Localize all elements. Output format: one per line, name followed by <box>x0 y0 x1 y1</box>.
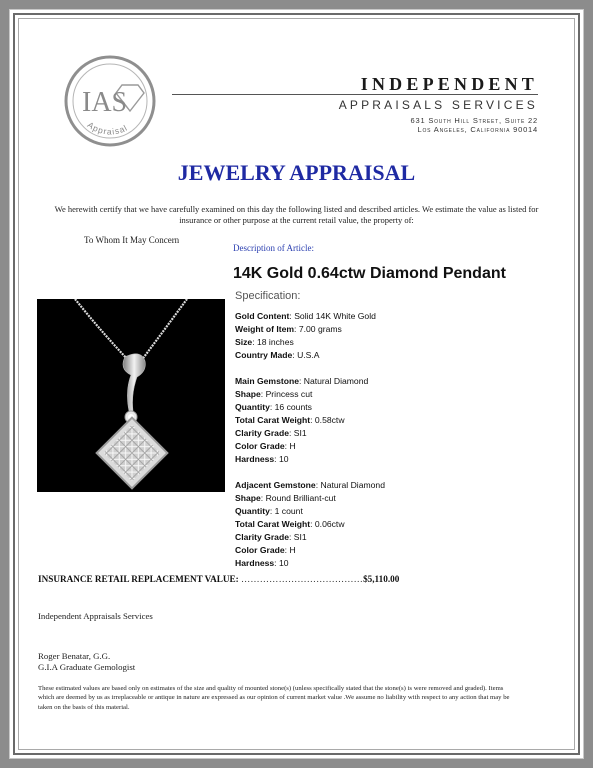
spec-value: Round Brilliant-cut <box>265 493 336 503</box>
spec-value: Natural Diamond <box>320 480 385 490</box>
spec-key: Hardness <box>235 454 275 464</box>
spec-key: Main Gemstone <box>235 376 299 386</box>
spec-row <box>235 453 555 466</box>
spec-key: Size <box>235 337 253 347</box>
document-title: JEWELRY APPRAISAL <box>177 160 416 185</box>
spec-row <box>235 544 555 557</box>
spec-separator: : <box>289 311 295 321</box>
spec-separator: : <box>269 506 275 516</box>
logo-ring-text: Appraisal <box>85 119 130 137</box>
spec-value: 0.06ctw <box>314 519 345 529</box>
main-gemstone-spec-group <box>235 375 555 466</box>
spec-value: 0.58ctw <box>314 415 345 425</box>
spec-key: Total Carat Weight <box>235 519 311 529</box>
certification-text: We herewith certify that we have carefully examined on this day the following listed and described articles. We estimate the value as listed for insurance or other purpose at the current retail value, the property of: <box>54 204 539 225</box>
appraiser-name: Roger Benatar, G.G. <box>38 651 111 661</box>
logo-letters: IAS <box>82 87 128 118</box>
spec-row <box>235 479 555 492</box>
spec-value: SI1 <box>293 428 307 438</box>
spec-value: SI1 <box>293 532 307 542</box>
spec-separator: : <box>310 415 315 425</box>
spec-value: 7.00 grams <box>298 324 342 334</box>
adjacent-gemstone-spec-group <box>235 479 555 570</box>
spec-row <box>235 518 555 531</box>
spec-separator: : <box>284 545 290 555</box>
spec-separator: : <box>310 519 315 529</box>
spec-separator: : <box>260 493 266 503</box>
spec-row <box>235 336 555 349</box>
spec-key: Quantity <box>235 402 270 412</box>
spec-key: Weight of Item <box>235 324 295 334</box>
company-address-line1: 631 South Hill Street, Suite 22 <box>410 116 538 125</box>
spec-key: Color Grade <box>235 441 285 451</box>
spec-separator: : <box>274 454 279 464</box>
spec-value: H <box>289 441 296 451</box>
spec-key: Gold Content <box>235 311 290 321</box>
spec-value: Princess cut <box>265 389 313 399</box>
specifications <box>235 310 555 583</box>
spec-row <box>235 388 555 401</box>
spec-value: 10 <box>278 454 289 464</box>
spec-separator: : <box>274 558 279 568</box>
spec-row <box>235 557 555 570</box>
spec-row <box>235 375 555 388</box>
insurance-leader-dots: ………………………………… <box>241 574 364 584</box>
insurance-label: INSURANCE RETAIL REPLACEMENT VALUE: <box>38 574 239 584</box>
spec-row <box>235 310 555 323</box>
pendant-image <box>37 299 225 492</box>
spec-value: 18 inches <box>256 337 294 347</box>
spec-separator: : <box>288 428 294 438</box>
signature-company: Independent Appraisals Services <box>38 611 153 621</box>
spec-key: Shape <box>235 493 261 503</box>
ias-logo-graphic <box>64 55 156 147</box>
description-label: Description of Article: <box>233 243 314 253</box>
spec-separator: : <box>269 402 275 412</box>
gold-spec-group <box>235 310 555 362</box>
svg-text:Appraisal <box>86 120 130 137</box>
spec-row <box>235 492 555 505</box>
insurance-value: $5,110.00 <box>363 574 400 584</box>
spec-key: Clarity Grade <box>235 532 289 542</box>
spec-value: U.S.A <box>297 350 320 360</box>
appraiser-title: G.I.A Graduate Gemologist <box>38 662 136 672</box>
spec-key: Shape <box>235 389 261 399</box>
company-logo <box>64 55 156 147</box>
specification-label: Specification: <box>235 290 301 302</box>
spec-key: Color Grade <box>235 545 285 555</box>
item-title: 14K Gold 0.64ctw Diamond Pendant <box>233 265 506 282</box>
spec-separator: : <box>299 376 304 386</box>
company-name: INDEPENDENT <box>360 74 538 94</box>
insurance-value-line <box>38 574 458 584</box>
spec-separator: : <box>260 389 266 399</box>
spec-key: Adjacent Gemstone <box>235 480 316 490</box>
spec-row <box>235 414 555 427</box>
spec-separator: : <box>284 441 290 451</box>
spec-value: H <box>289 545 296 555</box>
spec-value: 16 counts <box>274 402 312 412</box>
spec-separator: : <box>252 337 257 347</box>
spec-row <box>235 349 555 362</box>
spec-separator: : <box>294 324 299 334</box>
spec-separator: : <box>315 480 321 490</box>
spec-key: Hardness <box>235 558 275 568</box>
spec-key: Total Carat Weight <box>235 415 311 425</box>
spec-value: Solid 14K White Gold <box>294 311 376 321</box>
spec-value: 1 count <box>274 506 303 516</box>
spec-row <box>235 323 555 336</box>
spec-key: Country Made <box>235 350 293 360</box>
spec-value: 10 <box>278 558 289 568</box>
spec-key: Quantity <box>235 506 270 516</box>
disclaimer-text: These estimated values are based only on estimates of the size and quality of mounted stone(s) (unless specifically stated that the stone(s) is were removed and graded). Items which are deemed by us as irreplaceable or antique in nature are expressed as our opinion of current market value .We assume no liability with respect to any action that may be taken on the basis of this material. <box>38 685 510 711</box>
pendant-photo <box>37 299 225 492</box>
spec-row <box>235 440 555 453</box>
spec-row <box>235 505 555 518</box>
owner-name: To Whom It May Concern <box>84 235 180 245</box>
spec-separator: : <box>292 350 298 360</box>
spec-key: Clarity Grade <box>235 428 289 438</box>
company-address-line2: Los Angeles, California 90014 <box>417 125 538 134</box>
spec-separator: : <box>288 532 294 542</box>
header-divider <box>172 94 538 95</box>
spec-row <box>235 531 555 544</box>
spec-row <box>235 401 555 414</box>
spec-value: Natural Diamond <box>303 376 369 386</box>
spec-row <box>235 427 555 440</box>
company-subtitle: APPRAISALS SERVICES <box>338 98 538 112</box>
